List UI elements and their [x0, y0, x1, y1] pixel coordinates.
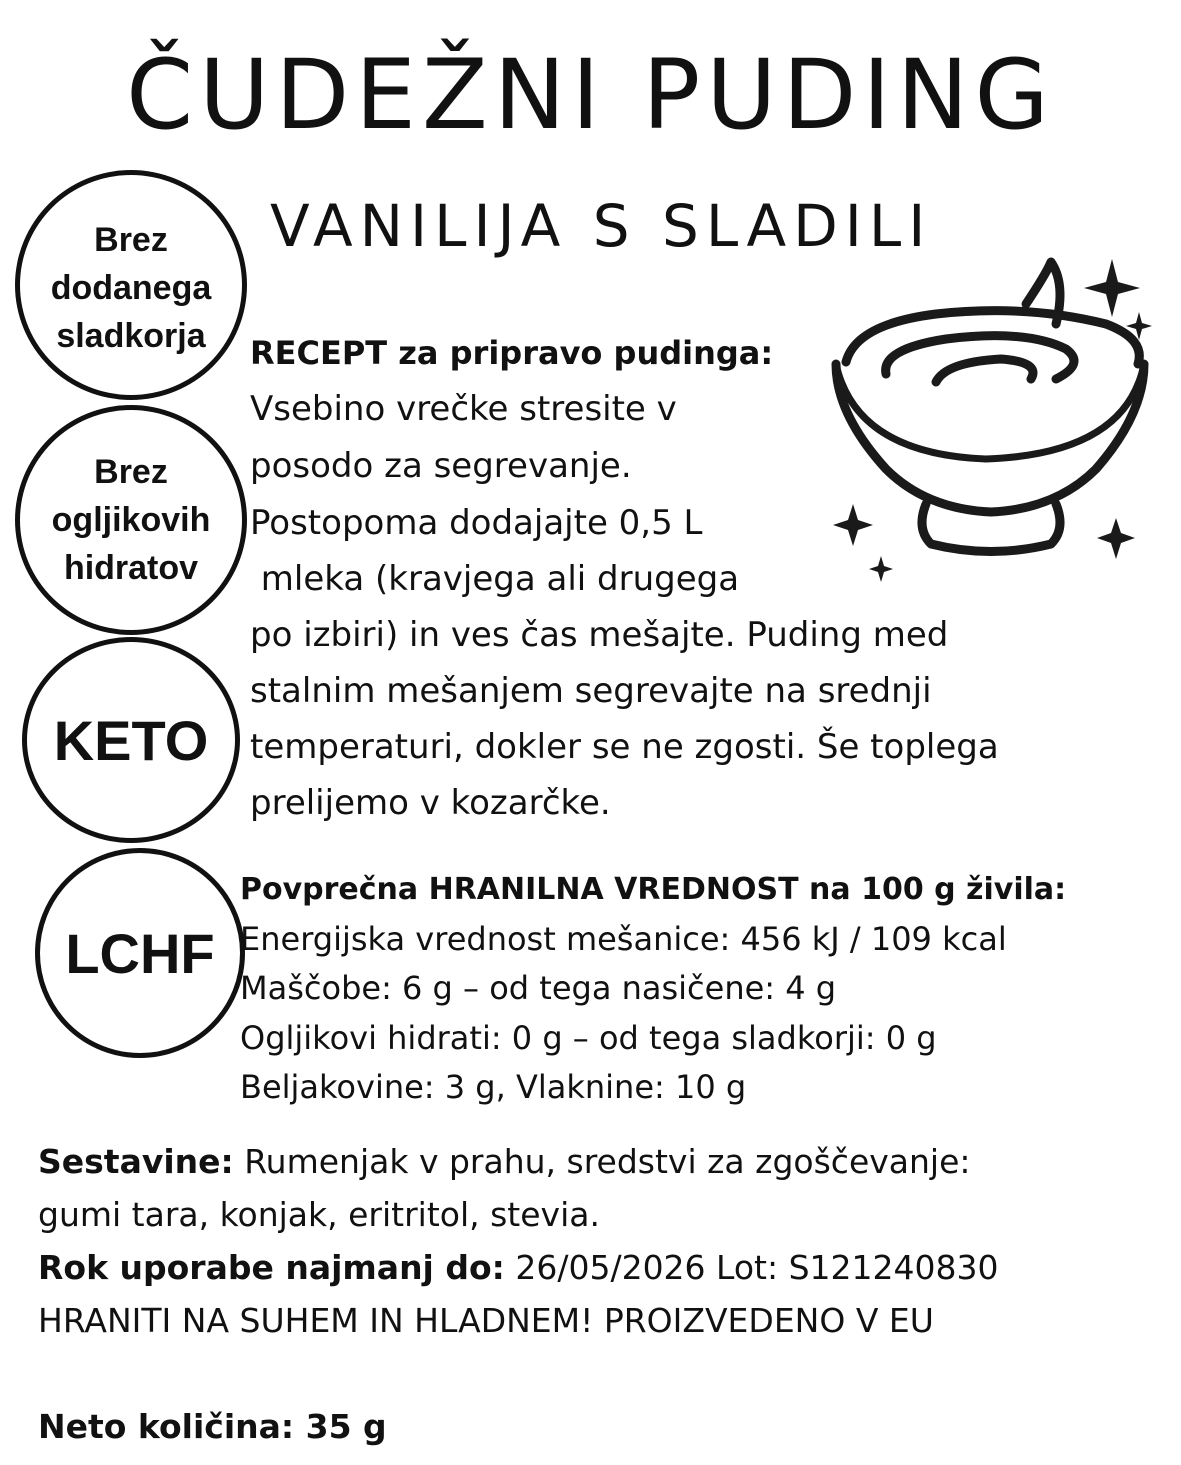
product-subtitle: VANILIJA S SLADILI: [270, 192, 933, 260]
badge-line: KETO: [53, 708, 209, 772]
net-quantity: Neto količina: 35 g: [38, 1407, 387, 1446]
badge-line: ogljikovih: [51, 501, 211, 539]
ingredients-line: [38, 1137, 971, 1187]
recipe-line: posodo za segrevanje.: [250, 446, 632, 486]
recipe-heading: RECEPT za pripravo pudinga:: [250, 334, 774, 372]
expiry-label: Rok uporabe najmanj do:: [38, 1248, 505, 1287]
pudding-bowl-icon: [826, 254, 1156, 584]
expiry-value: 26/05/2026 Lot: S121240830: [504, 1248, 999, 1287]
badge-keto: [22, 637, 240, 843]
badge-line: LCHF: [65, 921, 215, 985]
badge-no-carbs: [15, 405, 247, 635]
nutrition-line: Maščobe: 6 g – od tega nasičene: 4 g: [240, 969, 837, 1007]
recipe-line: Postopoma dodajajte 0,5 L: [250, 503, 703, 543]
recipe-line: po izbiri) in ves čas mešajte. Puding med: [250, 615, 949, 655]
storage-note: HRANITI NA SUHEM IN HLADNEM! PROIZVEDENO V EU: [38, 1301, 934, 1340]
badge-line: sladkorja: [56, 317, 206, 355]
nutrition-line: Beljakovine: 3 g, Vlaknine: 10 g: [240, 1068, 747, 1106]
nutrition-heading: Povprečna HRANILNA VREDNOST na 100 g živila:: [240, 872, 1067, 907]
badge-line: dodanega: [50, 269, 212, 307]
badge-line: hidratov: [63, 549, 199, 587]
badge-no-added-sugar: [15, 170, 247, 400]
ingredients-line-2: gumi tara, konjak, eritritol, stevia.: [38, 1195, 600, 1234]
expiry-line: [38, 1243, 999, 1293]
recipe-line: Vsebino vrečke stresite v: [250, 389, 677, 429]
badge-line: Brez: [94, 221, 168, 259]
ingredients-label: Sestavine:: [38, 1142, 234, 1181]
ingredients-text: Rumenjak v prahu, sredstvi za zgoščevanje:: [233, 1142, 971, 1181]
product-title: ČUDEŽNI PUDING: [126, 39, 1055, 151]
recipe-line: prelijemo v kozarčke.: [250, 783, 611, 823]
nutrition-line: Energijska vrednost mešanice: 456 kJ / 109 kcal: [240, 920, 1007, 958]
recipe-line: stalnim mešanjem segrevajte na srednji: [250, 671, 932, 711]
badge-line: Brez: [94, 453, 168, 491]
badge-lchf: [35, 848, 245, 1058]
nutrition-line: Ogljikovi hidrati: 0 g – od tega sladkorji: 0 g: [240, 1019, 937, 1057]
recipe-line: mleka (kravjega ali drugega: [250, 559, 740, 599]
recipe-line: temperaturi, dokler se ne zgosti. Še toplega: [250, 727, 999, 767]
